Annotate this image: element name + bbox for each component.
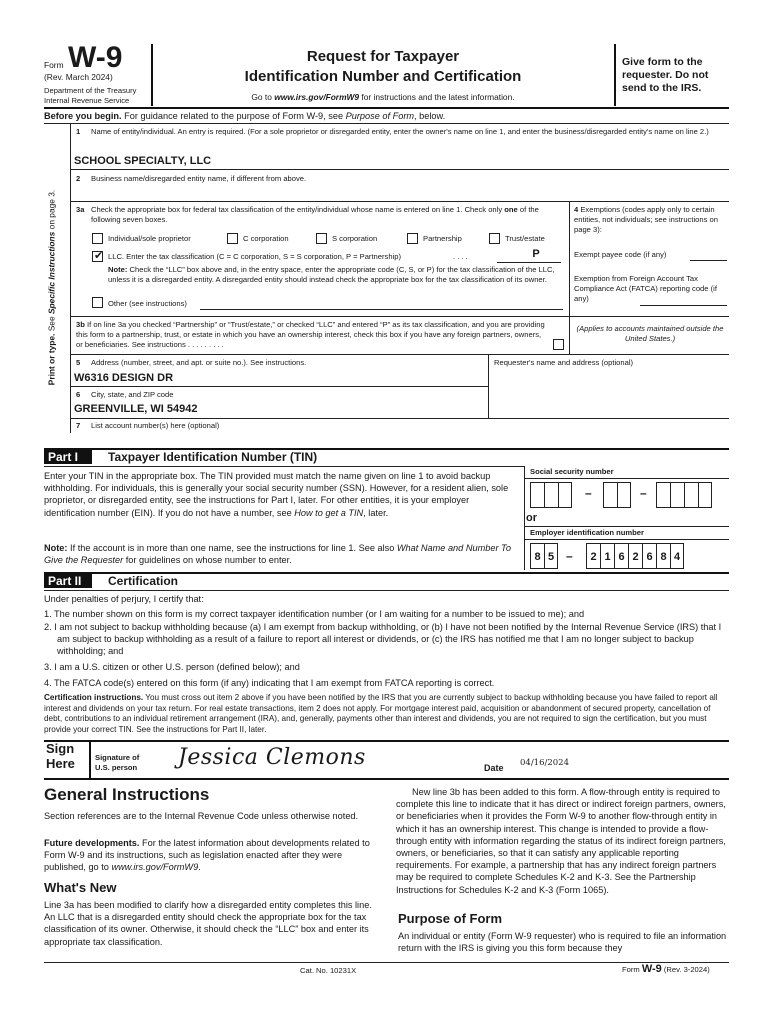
ein-digit[interactable]: 2 [628, 543, 642, 569]
line1-name-value[interactable]: SCHOOL SPECIALTY, LLC [74, 155, 212, 167]
before-begin-end: , below. [414, 111, 446, 121]
ssn-label: Social security number [530, 467, 614, 476]
llc-dots: . . . . [453, 252, 468, 261]
header-bottom-rule [44, 107, 729, 109]
ein-digit[interactable]: 5 [544, 543, 558, 569]
go-to-instructions [152, 92, 614, 103]
ssn-digit[interactable] [670, 482, 684, 508]
line2-label: Business name/disregarded entity name, if different from above. [91, 174, 307, 183]
line3a-bottom-rule [70, 316, 570, 317]
form-title-line1: Request for Taxpayer [306, 48, 460, 65]
cert-instructions [44, 693, 729, 735]
line3b-new-text: New line 3b has been added to this form. A flow-through entity is required to complete this line to indicate that it has direct or indirect foreign partners, owners, or beneficiaries when it provides the Form W-9 to another flow-through entity in which it has an ownership interest. This change is intended to provide a flow-through entity with information regarding the status of its indirect foreign partners, owners, or beneficiaries, so that it can satisfy any applicable reporting requirements. For example, a partnership that has any indirect foreign partners may be required to complete Schedules K-2 and K-3. See the Partnership Instructions for Schedules K-2 and K-3 (Form 1065). [396, 787, 726, 895]
line5-label: Address (number, street, and apt. or suite no.). See instructions. [91, 358, 307, 367]
llc-label: LLC. Enter the tax classification (C = C corporation, S = S corporation, P = Partnership) [108, 252, 401, 261]
line6-rule [70, 418, 729, 419]
part2-tag: Part II [44, 574, 92, 588]
line1-rule [70, 169, 729, 170]
perjury-intro: Under penalties of perjury, I certify that: [44, 594, 204, 604]
checkbox-s-corporation-label: S corporation [332, 234, 378, 243]
llc-classification-value[interactable]: P [532, 248, 540, 260]
form-title-line2: Identification Number and Certification [244, 68, 522, 85]
line6-city-value[interactable]: GREENVILLE, WI 54942 [74, 403, 198, 415]
part1-note-label: Note: [44, 543, 68, 553]
ssn-dash: – [640, 486, 647, 500]
ein-dash: – [566, 549, 573, 563]
whats-new-heading: What's New [44, 880, 117, 895]
requester-divider [488, 354, 489, 419]
line6-number: 6 [76, 390, 81, 399]
sign-label: Sign [46, 741, 75, 756]
ssn-digit[interactable] [617, 482, 631, 508]
line2-number: 2 [76, 174, 81, 183]
line1-number: 1 [76, 127, 81, 136]
line7-number: 7 [76, 421, 81, 430]
part1-title-rule [44, 466, 524, 467]
go-to-prefix: Go to [251, 92, 275, 102]
llc-note-label: Note: [108, 265, 128, 274]
line7-account-field[interactable] [74, 432, 724, 446]
llc-note-text: Check the “LLC” box above and, in the entry space, enter the appropriate code (C, S, or P) for the tax classification of the LLC, unless it is a disregarded entity. A disregarded entity should instead check the appropriate box for the tax classification of its owner. [108, 265, 555, 284]
checkbox-c-corporation[interactable] [227, 233, 238, 244]
go-to-suffix: for instructions and the latest information. [359, 92, 515, 102]
here-label: Here [46, 756, 75, 771]
before-you-begin [44, 110, 445, 122]
other-entry-rule [200, 309, 563, 310]
signature-label-2: U.S. person [95, 763, 138, 772]
ssn-digit[interactable] [558, 482, 572, 508]
cert-item-1: 1. The number shown on this form is my correct taxpayer identification number (or I am waiting for a number to be issued to me); and [44, 609, 585, 619]
purpose-of-form-link[interactable]: Purpose of Form [345, 111, 415, 121]
checkbox-c-corporation-label: C corporation [243, 234, 289, 243]
signature-label-1: Signature of [95, 753, 140, 762]
whats-new-text: Line 3a has been modified to clarify how a disregarded entity completes this line. An LLC that is a disregarded entity should check the appropriate box for the tax classification of its owner. Otherwise, it should check the “LLC” box and enter its appropriate tax classification. [44, 900, 372, 947]
part1-text: Enter your TIN in the appropriate box. The TIN provided must match the name given on line 1 to avoid backup withholding. For individuals, this is generally your social security number (SSN). However, for a resident alien, sole proprietor, or disregarded entity, see the instructions for Part I, later. For other entities, it is your employer identification number (EIN). If you do not have a number, see [44, 471, 509, 518]
line3b-label [76, 320, 546, 349]
ein-label-rule [524, 539, 729, 540]
ssn-dash: – [585, 486, 592, 500]
form-revision: (Rev. March 2024) [44, 72, 113, 82]
ssn-label-rule [524, 478, 729, 479]
cert-item-4: 4. The FATCA code(s) entered on this form (if any) indicating that I am exempt from FATCA reporting is correct. [44, 678, 495, 688]
checkbox-llc[interactable] [92, 251, 103, 262]
line3b-number: 3b [76, 320, 85, 329]
requester-label: Requester's name and address (optional) [494, 358, 634, 367]
checkbox-individual-label: Individual/sole proprietor [108, 234, 191, 243]
exempt-payee-label: Exempt payee code (if any) [574, 250, 667, 259]
header-divider-right [614, 44, 616, 106]
sign-bottom-rule [44, 778, 729, 780]
cert-instructions-text: You must cross out item 2 above if you have been notified by the IRS that you are currently subject to backup withholding because you have failed to report all interest and dividends on your tax return. For real estate transactions, item 2 does not apply. For mortgage interest paid, acquisition or abandonment of secured property, cancellation of debt, contributions to an individual retirement arrangement (IRA), and, generally, payments other than interest and dividends, you are not required to sign the certification, but you must provide your correct TIN. See the instructions for Part II, later. [44, 693, 718, 734]
cert-item-3: 3. I am a U.S. citizen or other U.S. person (defined below); and [44, 662, 300, 672]
footer-form-rev: (Rev. 3-2024) [661, 965, 710, 974]
ein-digit[interactable]: 4 [670, 543, 684, 569]
part1-title: Taxpayer Identification Number (TIN) [108, 450, 318, 464]
applies-note: (Applies to accounts maintained outside the United States.) [576, 324, 724, 343]
part2-title: Certification [108, 574, 179, 588]
department-label: Department of the Treasury [44, 86, 137, 95]
side-label-see: See [46, 314, 57, 332]
line1-label: Name of entity/individual. An entry is required. (For a sole proprietor or disregarded entity, enter the owner's name on line 1, and enter the business/disregarded entity's name on line 2.) [91, 127, 709, 136]
line7-label: List account number(s) here (optional) [91, 421, 220, 430]
ssn-digit[interactable] [698, 482, 712, 508]
llc-check-mark: ✔ [94, 250, 104, 262]
future-developments-link[interactable]: www.irs.gov/FormW9 [111, 862, 199, 873]
part2-title-rule [44, 590, 729, 591]
line5-address-value[interactable]: W6316 DESIGN DR [74, 372, 174, 384]
ein-label: Employer identification number [530, 528, 644, 537]
before-begin-label: Before you begin. [44, 111, 122, 121]
date-value[interactable]: 04/16/2024 [520, 758, 569, 768]
general-instructions-heading: General Instructions [44, 785, 210, 804]
footer-form-id [622, 964, 710, 975]
form-number: W-9 [68, 41, 123, 74]
line6-label: City, state, and ZIP code [91, 390, 174, 399]
line3b-bottom-rule [70, 354, 729, 355]
side-label-page: on page 3. [46, 189, 57, 232]
cert-item-2: 2. I am not subject to backup withholding because (a) I am exempt from backup withholding, or (b) I have not been notified by the Internal Revenue Service (IRS) that I am subject to backup withholding as a result of a failure to report all interest or dividends, or (c) the IRS has notified me that I am no longer subject to backup withholding; and [44, 622, 722, 657]
go-to-url[interactable]: www.irs.gov/FormW9 [274, 92, 360, 102]
before-begin-rule [44, 123, 729, 124]
cert-instructions-label: Certification instructions. [44, 693, 144, 702]
checkbox-partnership[interactable] [407, 233, 418, 244]
line4-label [574, 205, 726, 235]
before-begin-text: For guidance related to the purpose of Form W-9, see [121, 111, 346, 121]
llc-entry-rule [497, 262, 561, 263]
form-word: Form [44, 60, 64, 70]
exempt-payee-rule [690, 260, 727, 261]
ssn-digit[interactable] [530, 482, 544, 508]
checkbox-trust-estate-label: Trust/estate [505, 234, 545, 243]
ein-digit[interactable]: 2 [586, 543, 600, 569]
footer-form-number: W-9 [641, 963, 662, 975]
checkbox-foreign-partners[interactable] [553, 339, 564, 350]
ein-top-rule [524, 526, 729, 527]
part1-note [44, 542, 514, 566]
signature-value[interactable]: Jessica Clemons [178, 745, 366, 770]
part1-tag: Part I [44, 450, 92, 464]
line4-number: 4 [574, 205, 579, 214]
other-label: Other (see instructions) [108, 299, 187, 308]
ssn-digit[interactable] [684, 482, 698, 508]
purpose-of-form-heading: Purpose of Form [398, 911, 503, 926]
line3a-label-bold: one [504, 205, 518, 214]
what-name-link[interactable]: What Name and Number To Give the Requester [44, 543, 511, 566]
fatca-label: Exemption from Foreign Account Tax Compliance Act (FATCA) reporting code (if any) [574, 274, 717, 303]
future-developments-end: . [198, 862, 201, 873]
fatca-rule [640, 305, 727, 306]
line3a-label-pre: Check the appropriate box for federal tax classification of the entity/individual whose name is entered on line 1. Check only [91, 205, 505, 214]
future-developments-label: Future developments. [44, 838, 140, 848]
part1-note-end: for guidelines on whose number to enter. [123, 555, 292, 566]
sign-top-rule [44, 740, 729, 742]
section-references: Section references are to the Internal Revenue Code unless otherwise noted. [44, 811, 359, 821]
part1-instructions [44, 470, 514, 519]
give-form-note: Give form to the requester. Do not send to the IRS. [622, 56, 709, 94]
ssn-digit[interactable] [603, 482, 617, 508]
ssn-digit[interactable] [656, 482, 670, 508]
purpose-of-form-text: An individual or entity (Form W-9 requester) who is required to file an information return with the IRS is giving you this form because they [398, 931, 727, 954]
line4-inner-rule [569, 316, 729, 317]
line3b-label-text: If on line 3a you checked “Partnership” or “Trust/estate,” or checked “LLC” and entered “P” as its tax classification, and you are providing this form to a partnership, trust, or estate in which you have an ownership interest, check this box if you have any foreign partners, owners, or beneficiaries. See instructions [76, 320, 545, 349]
line4-divider [569, 201, 570, 354]
checkbox-s-corporation[interactable] [316, 233, 327, 244]
part1-note-text: If the account is in more than one name, see the instructions for line 1. See also [67, 543, 397, 553]
line5-rule [70, 386, 488, 387]
footer-rule [44, 962, 729, 963]
side-label-print: Print or type. [46, 333, 57, 386]
catalog-number: Cat. No. 10231X [300, 966, 357, 975]
future-developments-text: For the latest information about developments related to Form W-9 and its instructions, such as legislation enacted after they were published, go to [44, 838, 370, 873]
ssn-digit[interactable] [544, 482, 558, 508]
how-to-get-tin-link[interactable]: How to get a TIN [294, 507, 364, 518]
ein-digit[interactable]: 8 [656, 543, 670, 569]
checkbox-individual[interactable] [92, 233, 103, 244]
checkbox-other[interactable] [92, 297, 103, 308]
ein-digit[interactable]: 1 [600, 543, 614, 569]
future-developments [44, 837, 384, 874]
date-label: Date [484, 763, 504, 773]
checkbox-trust-estate[interactable] [489, 233, 500, 244]
line3a-label-post: of the following seven boxes. [91, 205, 539, 224]
line2-business-value[interactable] [74, 186, 724, 200]
ein-digit[interactable]: 6 [614, 543, 628, 569]
line4-label-text: Exemptions (codes apply only to certain entities, not individuals; see instructions on page 3): [574, 205, 718, 234]
checkbox-partnership-label: Partnership [423, 234, 462, 243]
irs-label: Internal Revenue Service [44, 96, 130, 105]
footer-form-word: Form [622, 965, 642, 974]
ein-digit[interactable]: 8 [530, 543, 544, 569]
part1-text-end: , later. [363, 507, 389, 518]
ein-digit[interactable]: 6 [642, 543, 656, 569]
tin-box-left [524, 466, 525, 570]
sign-divider [89, 740, 91, 778]
requester-address-field[interactable] [492, 370, 726, 416]
tin-or-label: or [526, 512, 537, 524]
llc-note [108, 265, 563, 284]
line3a-number: 3a [76, 205, 85, 214]
line3b-dots: . . . . . . . . . [187, 339, 224, 349]
line2-rule [70, 201, 729, 202]
side-label-specific: Specific Instructions [46, 231, 57, 315]
line3a-label [91, 205, 561, 225]
line5-number: 5 [76, 358, 81, 367]
